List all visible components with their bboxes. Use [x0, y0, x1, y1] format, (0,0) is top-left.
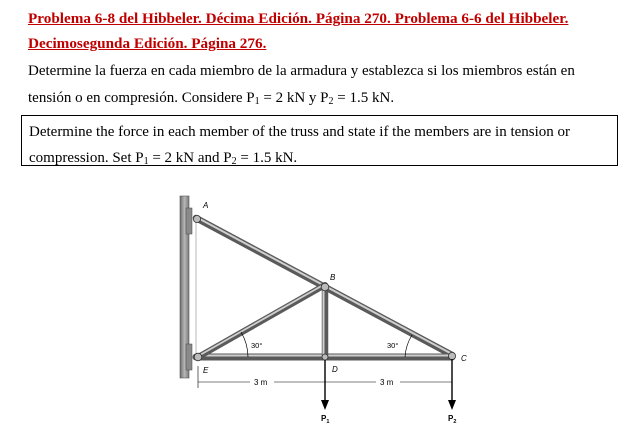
- dimension-left: 3 m: [254, 378, 268, 387]
- bracket-a: [186, 208, 192, 234]
- spanish-line-2: tensión o en compresión. Considere $P_1 = 2$ kN y $P_2 = 1.5$ kN.: [28, 90, 395, 107]
- angle-label-right: 30°: [387, 341, 399, 350]
- joint-b: [321, 283, 329, 291]
- problem-title[interactable]: [28, 6, 628, 56]
- dimension-right: 3 m: [380, 378, 394, 387]
- joint-a: [193, 215, 200, 222]
- title-line-2[interactable]: Decimosegunda Edición. Página 276.: [28, 35, 267, 52]
- label-a: A: [203, 201, 209, 210]
- bracket-e: [186, 344, 192, 370]
- angle-arc-e: [241, 332, 248, 357]
- joint-d: [322, 354, 328, 360]
- label-d: D: [332, 365, 338, 374]
- joint-e: [194, 353, 202, 361]
- label-b: B: [330, 273, 336, 282]
- angle-label-left: 30°: [251, 341, 263, 350]
- label-e: E: [203, 366, 209, 375]
- english-line-2: compression. Set $P_1 = 2$ kN and $P_2 = 1.5$ kN.: [29, 150, 298, 167]
- english-line-1: Determine the force in each member of the truss and state if the members are in tension or: [29, 124, 571, 140]
- problem-statement-english: [21, 115, 618, 166]
- load-p1-label: $P_1$: [321, 414, 330, 425]
- problem-statement-spanish: [28, 58, 628, 112]
- spanish-line-1: Determine la fuerza en cada miembro de la armadura y establezca si los miembros están en: [28, 63, 575, 79]
- joint-c: [448, 352, 455, 359]
- truss-figure: [178, 185, 478, 430]
- title-line-1[interactable]: Problema 6-8 del Hibbeler. Décima Edición. Página 270. Problema 6-6 del Hibbeler.: [28, 10, 569, 27]
- load-p2-label: $P_2$: [448, 414, 457, 425]
- label-c: C: [461, 354, 467, 363]
